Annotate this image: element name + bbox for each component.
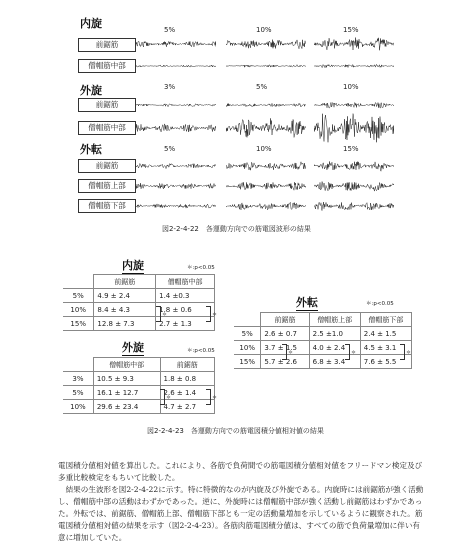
significance-star: ＊ (162, 312, 168, 318)
emg-waveform (226, 197, 306, 215)
table-cell: 6.8 ± 3.4 (309, 355, 360, 369)
percent-label: 3% (164, 83, 176, 91)
table-row (63, 386, 215, 400)
significance-bracket (400, 344, 405, 360)
table-cell: 2.5 ±1.0 (309, 327, 360, 341)
table-cell: 16.1 ± 12.7 (93, 386, 160, 400)
header-blank (63, 358, 93, 372)
significance-note: ＊:p<0.05 (187, 265, 215, 271)
emg-waveform (314, 197, 394, 215)
emg-waveform (226, 114, 306, 142)
table-title-gaiten: 外転 (296, 296, 318, 309)
table-cell: 2.6 ± 1.4 (160, 386, 214, 400)
table-row (234, 327, 412, 341)
table-row (63, 303, 215, 317)
emg-trace (226, 40, 306, 49)
emg-waveform (136, 116, 216, 140)
column-header: 僧帽筋中部 (156, 275, 215, 289)
emg-trace (226, 182, 306, 190)
group-title-gaisen: 外旋 (80, 84, 102, 97)
significance-star: ＊ (166, 395, 172, 401)
table-cell: 4.0 ± 2.4 (309, 341, 360, 355)
table-cell: 4.9 ± 2.4 (94, 289, 156, 303)
emg-trace (314, 102, 394, 108)
table-cell: 1.8 ± 0.8 (160, 372, 214, 386)
emg-waveform (314, 112, 394, 144)
emg-trace (314, 202, 394, 211)
significance-note: ＊:p<0.05 (366, 301, 394, 307)
column-header: 僧帽筋下部 (360, 313, 411, 327)
stats-figure (0, 250, 460, 440)
emg-waveform (136, 197, 216, 215)
emg-trace (314, 64, 394, 67)
emg-waveform (314, 35, 394, 53)
significance-star: ＊ (406, 350, 412, 356)
table-cell: 10.5 ± 9.3 (93, 372, 160, 386)
row-label: 10% (234, 341, 261, 355)
row-label: 15% (63, 317, 94, 331)
emg-trace (136, 164, 216, 169)
significance-star: ＊ (351, 350, 357, 356)
percent-label: 10% (343, 83, 359, 91)
significance-star: ＊ (288, 350, 294, 356)
muscle-label: 前鋸筋 (78, 98, 136, 112)
emg-trace (226, 118, 306, 137)
table-gaisen (63, 357, 218, 414)
table-cell: 2.4 ± 1.5 (360, 327, 411, 341)
significance-bracket (206, 306, 211, 322)
muscle-label: 僧帽筋上部 (78, 179, 136, 193)
emg-waveform (226, 96, 306, 114)
emg-waveform (136, 35, 216, 53)
table-row (63, 317, 215, 331)
row-label: 5% (63, 386, 93, 400)
emg-waveform (226, 157, 306, 175)
emg-trace (314, 114, 394, 143)
emg-trace (314, 38, 394, 51)
table-cell: 2.7 ± 1.3 (156, 317, 215, 331)
table-row (63, 289, 215, 303)
muscle-label: 僧帽筋中部 (78, 59, 136, 73)
emg-waveform (314, 177, 394, 195)
percent-label: 15% (343, 145, 359, 153)
percent-label: 5% (256, 83, 268, 91)
percent-label: 5% (164, 26, 176, 34)
emg-trace (314, 161, 394, 171)
header-blank (234, 313, 261, 327)
percent-label: 15% (343, 26, 359, 34)
row-label: 10% (63, 303, 94, 317)
table-row (234, 341, 412, 355)
muscle-label: 僧帽筋中部 (78, 121, 136, 135)
column-header: 僧帽筋中部 (93, 358, 160, 372)
muscle-label: 前鋸筋 (78, 159, 136, 173)
emg-trace (226, 65, 306, 68)
emg-trace (136, 41, 216, 47)
table-title-naisen: 内旋 (122, 259, 144, 272)
table-cell: 4.5 ± 3.1 (360, 341, 411, 355)
emg-trace (136, 204, 216, 208)
table-cell: 8.4 ± 4.3 (94, 303, 156, 317)
table-cell: 5.7 ± 2.6 (261, 355, 309, 369)
paragraph: 電図積分値相対値を算出した。これにより、各筋で負荷間での筋電図積分値相対値をフリードマン検定及び多重比較検定をもちいて比較した。 (58, 461, 423, 482)
significance-bracket (156, 306, 161, 322)
percent-label: 10% (256, 26, 272, 34)
table-cell: 4.7 ± 2.7 (160, 400, 214, 414)
table-row (63, 400, 215, 414)
emg-waveform (136, 96, 216, 114)
emg-trace (136, 104, 216, 107)
emg-waveform (314, 157, 394, 175)
muscle-label: 前鋸筋 (78, 38, 136, 52)
significance-note: ＊:p<0.05 (187, 348, 215, 354)
figure-caption: 図2-2-4-22 各運動方向での筋電図波形の結果 (162, 225, 311, 233)
table-cell: 7.6 ± 5.5 (360, 355, 411, 369)
table-row (63, 372, 215, 386)
column-header: 前鋸筋 (261, 313, 309, 327)
table-title-gaisen: 外旋 (122, 341, 144, 354)
table-row (234, 355, 412, 369)
table-cell: 12.8 ± 7.3 (94, 317, 156, 331)
table-cell: 3.7 ± 1.5 (261, 341, 309, 355)
table-naisen (63, 274, 218, 331)
row-label: 5% (234, 327, 261, 341)
percent-label: 10% (256, 145, 272, 153)
column-header: 前鋸筋 (160, 358, 214, 372)
significance-bracket (206, 389, 211, 405)
emg-trace (314, 182, 394, 192)
emg-waveform (226, 177, 306, 195)
emg-trace (226, 202, 306, 210)
row-label: 5% (63, 289, 94, 303)
significance-star: ＊ (212, 312, 218, 318)
emg-waveform (226, 35, 306, 53)
emg-waveform (136, 157, 216, 175)
emg-trace (226, 103, 306, 107)
group-title-naisen: 内旋 (80, 17, 102, 30)
significance-bracket (345, 344, 350, 360)
muscle-label: 僧帽筋下部 (78, 199, 136, 213)
figure-caption: 図2-2-4-23 各運動方向での筋電図積分値相対値の結果 (147, 427, 324, 435)
emg-waveform (226, 57, 306, 75)
row-label: 3% (63, 372, 93, 386)
row-label: 15% (234, 355, 261, 369)
header-blank (63, 275, 94, 289)
column-header: 前鋸筋 (94, 275, 156, 289)
body-text (58, 460, 426, 544)
table-cell: 29.6 ± 23.4 (93, 400, 160, 414)
column-header: 僧帽筋上部 (309, 313, 360, 327)
paragraph: 結果の生波形を図2-2-4-22に示す。特に特徴的なのが内旋及び外旋である。内旋時には前鋸筋が強く活動し、僧帽筋中部の活動はわずかであった。逆に、外旋時には僧帽筋中部が強く活動し前鋸筋はわずかであった。外転では、前鋸筋、僧帽筋上部、僧帽筋下部とも一定の活動量増加を示しているように観察された。筋電図積分値相対値の結果を示す（図2-2-4-23）。各筋肉筋電図積分値は、すべての筋で負荷量増加に伴い有意に増加していた。 (58, 485, 424, 542)
table-cell: 1.8 ± 0.6 (156, 303, 215, 317)
significance-bracket (282, 344, 287, 360)
significance-star: ＊ (212, 395, 218, 401)
emg-trace (136, 124, 216, 132)
table-cell: 1.4 ±0.3 (156, 289, 215, 303)
emg-trace (136, 65, 216, 67)
group-title-gaiten: 外転 (80, 143, 102, 156)
table-gaiten (234, 312, 412, 369)
table-cell: 2.6 ± 0.7 (261, 327, 309, 341)
emg-waveform (314, 57, 394, 75)
emg-figure (0, 0, 460, 235)
emg-waveform (136, 177, 216, 195)
row-label: 10% (63, 400, 93, 414)
significance-bracket (160, 389, 165, 405)
emg-trace (226, 162, 306, 170)
emg-trace (136, 183, 216, 189)
percent-label: 5% (164, 145, 176, 153)
emg-waveform (136, 57, 216, 75)
